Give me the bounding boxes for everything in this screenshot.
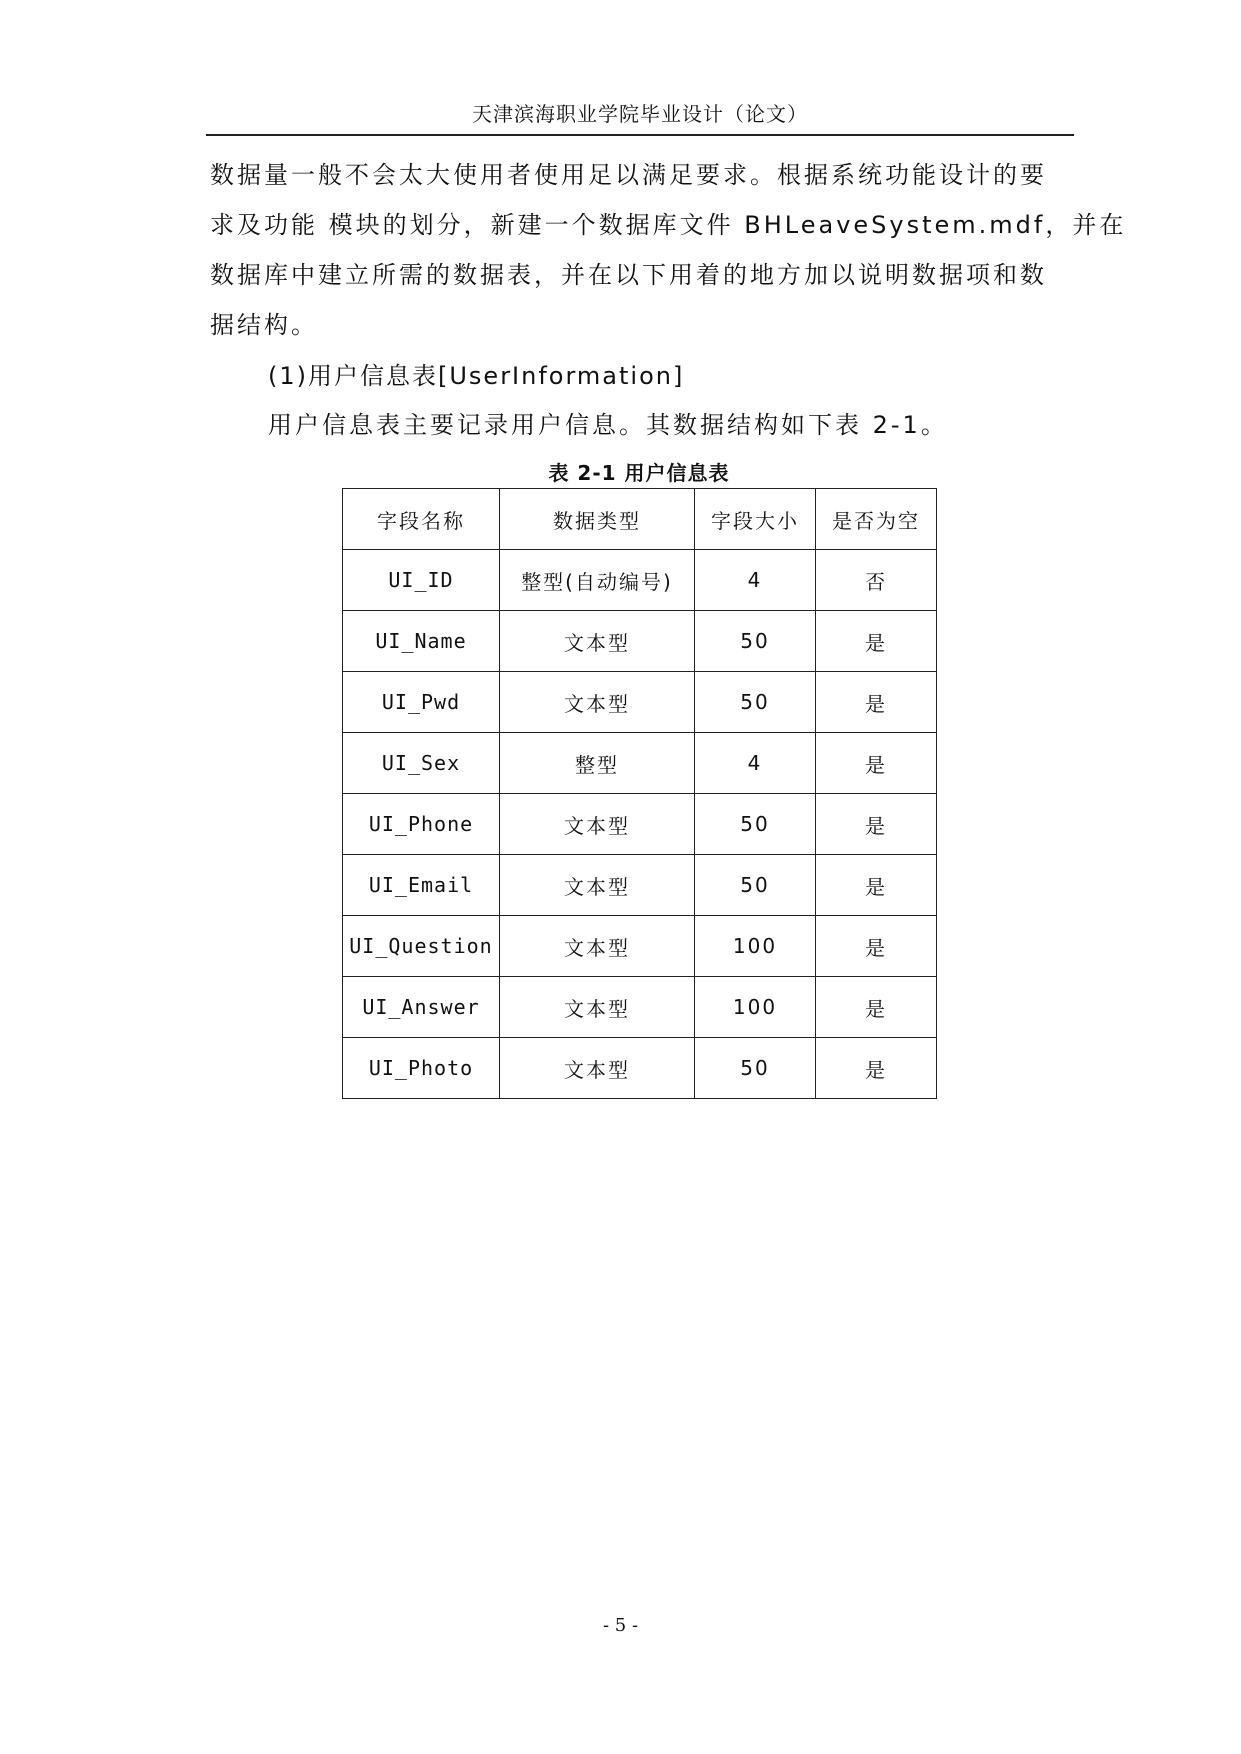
- column-header-field-size: 字段大小: [695, 489, 816, 550]
- data-type-cell: 文本型: [500, 916, 695, 977]
- user-information-table: [342, 488, 937, 1099]
- table-row: [343, 855, 937, 916]
- field-size-cell: 50: [695, 672, 816, 733]
- field-name-cell: UI_Pwd: [343, 672, 500, 733]
- column-header-field-name: 字段名称: [343, 489, 500, 550]
- nullable-cell: 是: [816, 672, 937, 733]
- body-line: 求及功能 模块的划分，新建一个数据库文件 BHLeaveSystem.mdf，并在: [210, 211, 1127, 239]
- body-line: 数据量一般不会太大使用者使用足以满足要求。根据系统功能设计的要: [210, 161, 1047, 189]
- data-type-cell: 文本型: [500, 1038, 695, 1099]
- page-header: [206, 96, 1074, 136]
- section-intro: 用户信息表主要记录用户信息。其数据结构如下表 2-1。: [268, 411, 948, 439]
- table-row: [343, 916, 937, 977]
- data-type-cell: 文本型: [500, 611, 695, 672]
- nullable-cell: 是: [816, 794, 937, 855]
- field-size-cell: 100: [695, 916, 816, 977]
- table-caption: 表 2-1 用户信息表: [548, 461, 730, 485]
- table-row: [343, 672, 937, 733]
- field-size-cell: 50: [695, 611, 816, 672]
- body-line: 数据库中建立所需的数据表，并在以下用着的地方加以说明数据项和数: [210, 261, 1047, 289]
- field-size-cell: 50: [695, 855, 816, 916]
- data-type-cell: 文本型: [500, 855, 695, 916]
- data-type-cell: 整型: [500, 733, 695, 794]
- field-name-cell: UI_ID: [343, 550, 500, 611]
- table-row: [343, 611, 937, 672]
- field-size-cell: 4: [695, 733, 816, 794]
- nullable-cell: 是: [816, 1038, 937, 1099]
- column-header-data-type: 数据类型: [500, 489, 695, 550]
- section-heading: (1)用户信息表[UserInformation]: [268, 362, 685, 390]
- nullable-cell: 是: [816, 977, 937, 1038]
- data-type-cell: 文本型: [500, 672, 695, 733]
- field-name-cell: UI_Phone: [343, 794, 500, 855]
- data-type-cell: 文本型: [500, 977, 695, 1038]
- nullable-cell: 是: [816, 733, 937, 794]
- field-name-cell: UI_Name: [343, 611, 500, 672]
- field-name-cell: UI_Photo: [343, 1038, 500, 1099]
- table-row: [343, 794, 937, 855]
- table-row: [343, 1038, 937, 1099]
- page-number: - 5 -: [602, 1615, 639, 1636]
- field-name-cell: UI_Question: [343, 916, 500, 977]
- field-name-cell: UI_Sex: [343, 733, 500, 794]
- field-size-cell: 100: [695, 977, 816, 1038]
- nullable-cell: 否: [816, 550, 937, 611]
- column-header-nullable: 是否为空: [816, 489, 937, 550]
- field-size-cell: 50: [695, 794, 816, 855]
- field-size-cell: 4: [695, 550, 816, 611]
- body-paragraph: [210, 150, 1127, 350]
- nullable-cell: 是: [816, 855, 937, 916]
- field-size-cell: 50: [695, 1038, 816, 1099]
- data-type-cell: 文本型: [500, 794, 695, 855]
- table-row: [343, 550, 937, 611]
- table-header-row: [343, 489, 937, 550]
- nullable-cell: 是: [816, 916, 937, 977]
- data-type-cell: 整型(自动编号): [500, 550, 695, 611]
- header-title: 天津滨海职业学院毕业设计（论文）: [472, 102, 808, 126]
- table-row: [343, 977, 937, 1038]
- body-line: 据结构。: [210, 311, 318, 339]
- field-name-cell: UI_Answer: [343, 977, 500, 1038]
- table-row: [343, 733, 937, 794]
- field-name-cell: UI_Email: [343, 855, 500, 916]
- nullable-cell: 是: [816, 611, 937, 672]
